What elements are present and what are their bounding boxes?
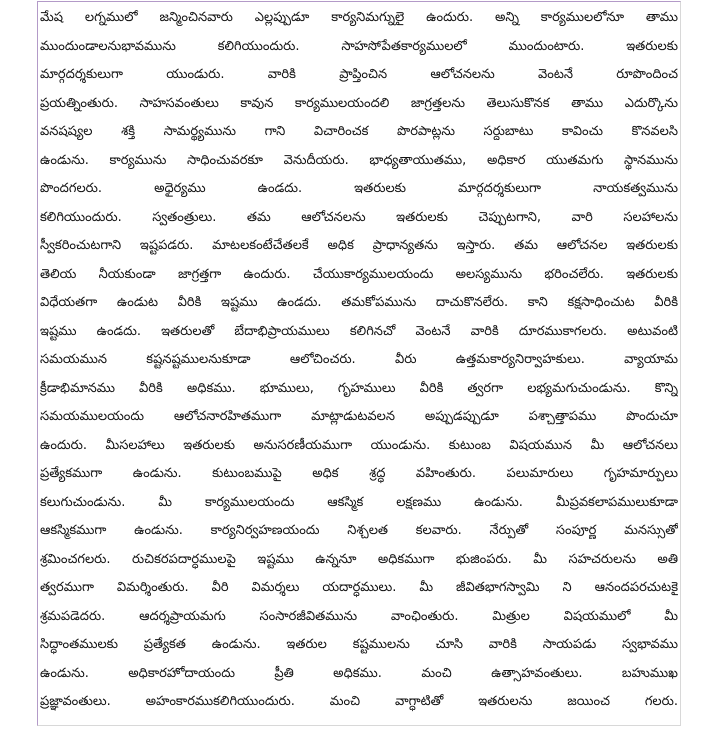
text-line: ప్రజ్ఞావంతులు. అహంకారముకలిగియుందురు. మంచి వాగ్ధాటితో ఇతరులను జయించ గలరు. bbox=[40, 694, 678, 709]
text-line: పొందగలరు. అధైర్యము ఉండదు. ఇతరులకు మార్గదర్శకులుగా నాయకత్వమును bbox=[40, 181, 678, 196]
text-line: విధేయతగా ఉండుట వీరికి ఇష్టము ఉండదు. తమకోపమును దాచుకొనలేరు. కాని కక్షసాధించుట వీరికి bbox=[40, 295, 678, 310]
text-line: మేష లగ్నములో జన్మించినవారు ఎల్లప్పుడూ కార్యనిమగ్నులై ఉందురు. అన్ని కార్యములలోనూ తాము bbox=[40, 10, 678, 25]
text-line: కలుగుచుండును. మీ కార్యములయందు ఆకస్మిక లక్షణము ఉండును. మీప్రవకలాపములుకూడా bbox=[40, 494, 678, 510]
text-line: ఆకస్మికముగా ఉండును. కార్యనిర్వహణయందు నిశ్చలత కలవారు. నేర్పుతో సంపూర్ణ మనస్సుతో bbox=[40, 523, 678, 538]
text-line: మార్గదర్శకులుగా యుండురు. వారికి ప్రాప్తించిన ఆలోచనలను వెంటనే రూపొందించ bbox=[40, 67, 678, 82]
text-line: ఇష్టము ఉండదు. ఇతరులతో బేదాభిప్రాయములు కలిగినచో వెంటనే వారికి దూరముకాగలరు. అటువంటి bbox=[40, 323, 678, 339]
text-line: ఉందురు. మీసలహాలు ఇతరులకు అనుసరణీయముగా యుండును. కుటుంబ విషయమున మీ ఆలోచనలు bbox=[40, 437, 678, 453]
text-line: సమయములయందు ఆలోచనారహితముగా మాట్లాడుటవలన అప్పుడప్పుడూ పశ్చాత్తాపము పొందుచూ bbox=[40, 409, 678, 424]
text-line: వనషష్యల శక్తి సామర్థ్యమును గాని విచారించక పొరపాట్లను సర్దుబాటు కావించు కొనవలసి bbox=[40, 124, 678, 139]
text-line: త్వరముగా విమర్శింతురు. వీరి విమర్శలు యదార్ధములు. మీ జీవితభాగస్వామి ని ఆనందపరచుటకై bbox=[40, 580, 678, 595]
text-line: ఉండును. కార్యమును సాధించువరకూ వెనుదీయరు. భాధ్యతాయుతము, అధికార యుతమగు స్థానమును bbox=[40, 152, 678, 168]
text-line: స్వీకరించుటగాని ఇష్టపడరు. మాటలకంటేచేతలకే అధిక ప్రాధాన్యతను ఇస్తారు. తమ ఆలోచనల ఇతరులకు bbox=[40, 238, 678, 253]
text-line: ప్రత్యేకముగా ఉండును. కుటుంబముపై అధిక శ్రద్ధ వహింతురు. పలుమారులు గృహమార్పులు bbox=[40, 466, 678, 481]
text-line: శ్రమించగలరు. రుచికరపదార్ధములపై ఇష్టము ఉన్ననూ అధికముగా భుజింపరు. మీ సహచరులను అతి bbox=[40, 551, 678, 567]
document-body bbox=[40, 4, 678, 717]
text-line: క్రీడాభిమానము వీరికి అధికము. భూములు, గృహములు వీరికి త్వరగా లభ్యమగుచుండును. కొన్ని bbox=[40, 380, 678, 396]
text-line: సిద్ధాంతములకు ప్రత్యేకత ఉండును. ఇతరుల కష్టములను చూసి వారికి సాయపడు స్వభావము bbox=[40, 637, 678, 652]
text-line: శ్రమపడెదరు. ఆదర్శప్రాయమగు సంసారజీవితమును వాంఛింతురు. మిత్రుల విషయములో మీ bbox=[40, 608, 678, 624]
text-line: ముందుండాలనుభావమును కలిగియుందురు. సాహసోపేతకార్యములలో ముందుంటారు. ఇతరులకు bbox=[40, 38, 678, 54]
text-line: తెలియ నీయకుండా జాగ్రత్తగా ఉందురు. చేయుకార్యములయందు అలస్యమును భరించలేరు. ఇతరులకు bbox=[40, 266, 678, 282]
text-line: ప్రయత్నింతురు. సాహసవంతులు కావున కార్యములయందలి జాగ్రత్తలను తెలుసుకొనక తాము ఎదుర్కొను bbox=[40, 95, 678, 111]
text-line: సమయమున కష్టనష్టములనుకూడా ఆలోచించరు. వీరు ఉత్తమకార్యనిర్వాహకులు. వ్యాయామ bbox=[40, 352, 678, 367]
text-line: ఉండును. అధికారహోదాయందు ప్రీతి అధికము. మంచి ఉత్సాహవంతులు. బహుముఖ bbox=[40, 665, 678, 681]
text-line: కలిగియుందురు. స్వతంత్రులు. తమ ఆలోచనలను ఇతరులకు చెప్పుటగాని, వారి సలహాలను bbox=[40, 209, 678, 225]
